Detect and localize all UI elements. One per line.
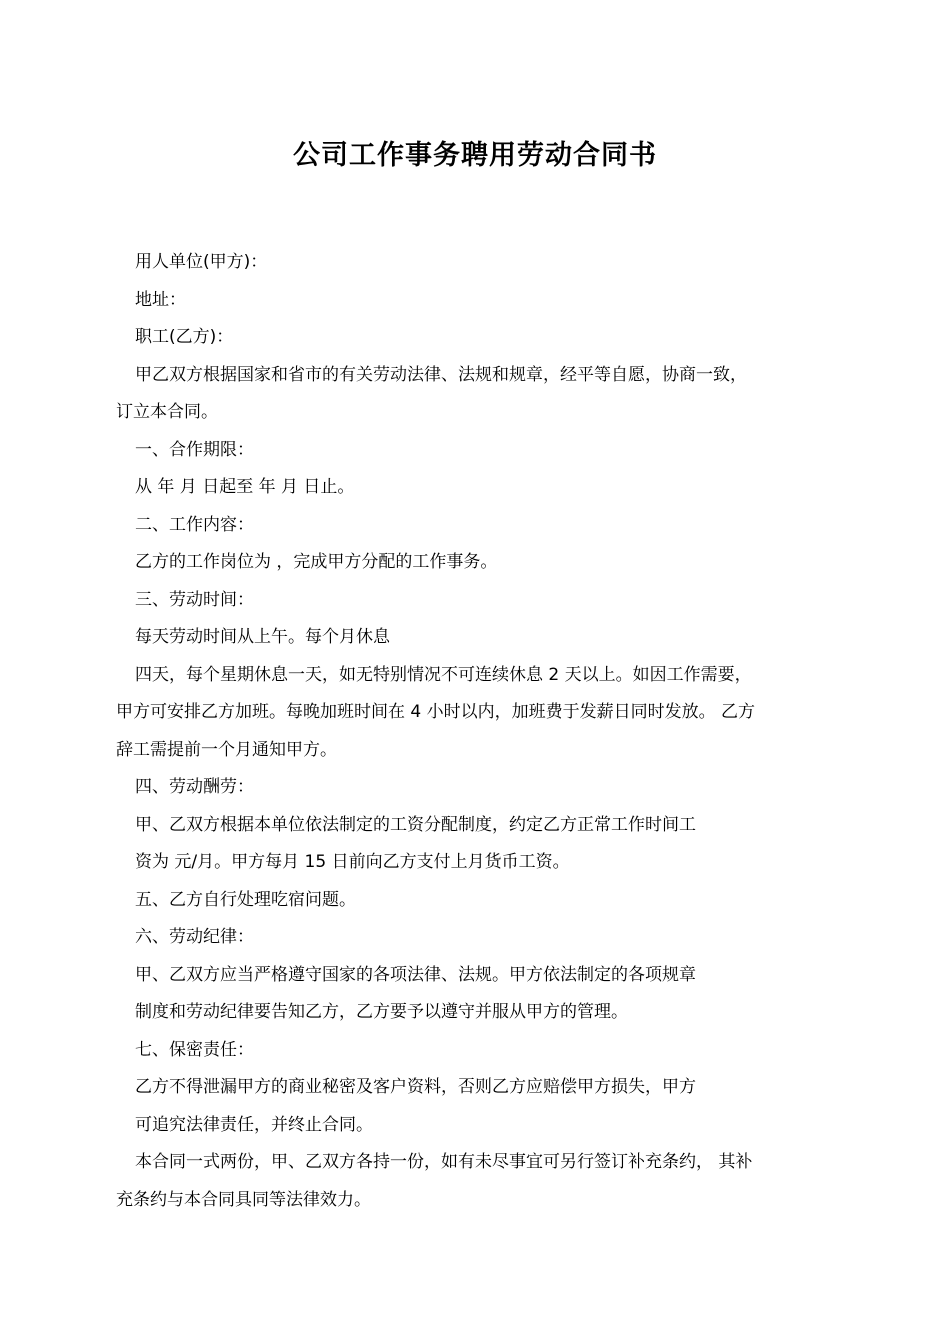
- body-line: 三、劳动时间：: [135, 589, 254, 610]
- body-line: 甲、乙双方应当严格遵守国家的各项法律、法规。甲方依法制定的各项规章: [135, 964, 696, 985]
- document-body: [116, 244, 836, 1219]
- body-line: 六、劳动纪律：: [135, 927, 254, 947]
- body-line: 地址：: [135, 289, 186, 310]
- body-line: 甲乙双方根据国家和省市的有关劳动法律、法规和规章，经平等自愿，协商一致，: [135, 364, 747, 385]
- body-line: 七、保密责任：: [135, 1039, 254, 1060]
- body-line: 充条约与本合同具同等法律效力。: [116, 1189, 371, 1210]
- body-line: 制度和劳动纪律要告知乙方，乙方要予以遵守并服从甲方的管理。: [135, 1002, 628, 1022]
- body-line: 五、乙方自行处理吃宿问题。: [135, 889, 356, 910]
- body-line: 一、合作期限：: [135, 439, 254, 460]
- body-line: 四天，每个星期休息一天，如无特别情况不可连续休息 2 天以上。如因工作需要，: [135, 664, 752, 685]
- body-line: 资为 元/月。甲方每月 15 日前向乙方支付上月货币工资。: [135, 852, 570, 872]
- body-line: 用人单位(甲方)：: [135, 252, 268, 272]
- body-line: 二、工作内容：: [135, 514, 254, 535]
- body-line: 从 年 月 日起至 年 月 日止。: [135, 477, 355, 497]
- body-line: 可追究法律责任，并终止合同。: [135, 1114, 373, 1135]
- body-line: 甲、乙双方根据本单位依法制定的工资分配制度，约定乙方正常工作时间工: [135, 814, 696, 835]
- document-title: 公司工作事务聘用劳动合同书: [293, 140, 657, 171]
- body-line: 职工(乙方)：: [135, 327, 234, 347]
- body-line: 本合同一式两份，甲、乙双方各持一份，如有未尽事宜可另行签订补充条约， 其补: [135, 1152, 753, 1172]
- body-line: 辞工需提前一个月通知甲方。: [116, 739, 337, 760]
- body-line: 甲方可安排乙方加班。每晚加班时间在 4 小时以内，加班费于发薪日同时发放。 乙方: [116, 702, 756, 722]
- body-line: 四、劳动酬劳：: [135, 777, 254, 797]
- body-line: 订立本合同。: [116, 402, 218, 422]
- body-line: 乙方的工作岗位为 ，完成甲方分配的工作事务。: [135, 552, 498, 572]
- body-line: 乙方不得泄漏甲方的商业秘密及客户资料，否则乙方应赔偿甲方损失，甲方: [135, 1077, 696, 1097]
- body-line: 每天劳动时间从上午。每个月休息: [135, 627, 390, 647]
